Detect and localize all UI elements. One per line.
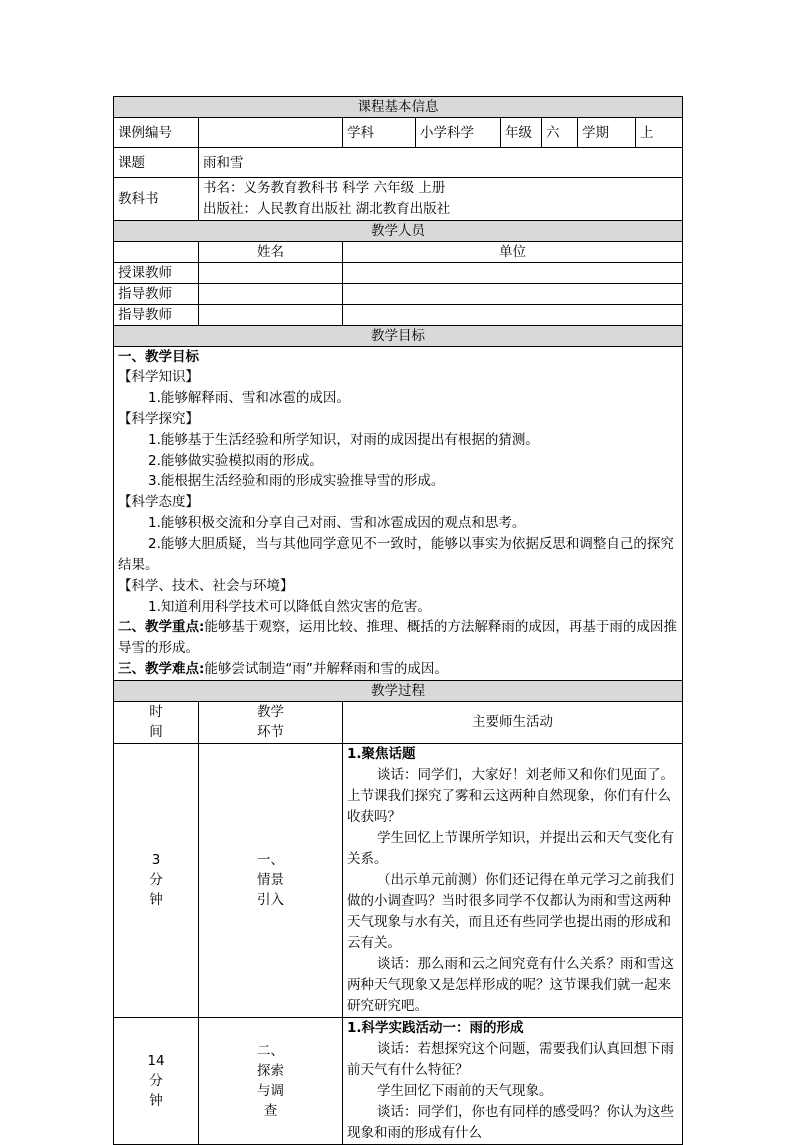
staff-row — [114, 304, 683, 325]
textbook-value — [199, 178, 683, 221]
staff-row — [114, 283, 683, 304]
activity-title: 1.科学实践活动一：雨的形成 — [347, 1019, 524, 1036]
knowledge-title: 【科学知识】 — [118, 369, 199, 386]
process-col-time: 时间 — [114, 701, 199, 743]
process-row — [114, 1017, 683, 1144]
process-stage: 二、探索与调查 — [199, 1017, 343, 1144]
staff-unit — [343, 304, 683, 325]
key-point — [118, 617, 678, 659]
textbook-publisher-line: 出版社：人民教育出版社 湖北教育出版社 — [203, 200, 451, 217]
process-col-stage: 教学环节 — [199, 701, 343, 743]
activity-paragraph: 谈话：同学们，大家好！刘老师又和你们见面了。上节课我们探究了雾和云这两种自然现象，你们有什么收获吗？ — [347, 766, 674, 825]
staff-role: 授课教师 — [114, 262, 199, 283]
staff-unit — [343, 283, 683, 304]
subject-label: 学科 — [343, 118, 416, 148]
topic-value: 雨和雪 — [199, 148, 683, 178]
sts-item: 1.知道利用科学技术可以降低自然灾害的危害。 — [148, 598, 431, 615]
knowledge-item: 1.能够解释雨、雪和冰雹的成因。 — [148, 390, 350, 407]
activity-paragraph: 谈话：同学们，你也有同样的感受吗？你认为这些现象和雨的形成有什么 — [347, 1103, 674, 1141]
grade-label: 年级 — [501, 118, 542, 148]
activity-paragraph: 学生回忆上节课所学知识，并提出云和天气变化有关系。 — [347, 829, 674, 867]
topic-label: 课题 — [114, 148, 199, 178]
activity-paragraph: 学生回忆下雨前的天气现象。 — [377, 1082, 553, 1099]
textbook-label: 教科书 — [114, 178, 199, 221]
sts-title: 【科学、技术、社会与环境】 — [118, 577, 294, 594]
activity-paragraph: （出示单元前测）你们还记得在单元学习之前我们做的小调查吗？当时很多同学不仅都认为雨和雪这两种天气现象与水有关，而且还有些同学也提出雨的形成和云有关。 — [347, 871, 674, 951]
staff-corner — [114, 241, 199, 262]
staff-name-header: 姓名 — [199, 241, 343, 262]
activity-paragraph: 谈话：若想探究这个问题，需要我们认真回想下雨前天气有什么特征？ — [347, 1040, 674, 1078]
objectives-body — [114, 346, 683, 680]
lesson-plan-table — [113, 96, 683, 1145]
staff-unit — [343, 262, 683, 283]
process-activity — [343, 743, 683, 1017]
process-time: 3分钟 — [114, 743, 199, 1017]
staff-role: 指导教师 — [114, 304, 199, 325]
staff-name — [199, 304, 343, 325]
objectives-header: 教学目标 — [114, 325, 683, 346]
staff-name — [199, 283, 343, 304]
activity-paragraph: 谈话：那么雨和云之间究竟有什么关系？雨和雪这两种天气现象又是怎样形成的呢？这节课我们就一起来研究研究吧。 — [347, 955, 674, 1014]
inquiry-item: 1.能够基于生活经验和所学知识，对雨的成因提出有根据的猜测。 — [148, 431, 539, 448]
inquiry-item: 2.能够做实验模拟雨的形成。 — [148, 452, 323, 469]
inquiry-title: 【科学探究】 — [118, 410, 199, 427]
key-point-text: 能够基于观察，运用比较、推理、概括的方法解释雨的成因，再基于雨的成因推导雪的形成。 — [118, 619, 677, 657]
process-time: 14分钟 — [114, 1017, 199, 1144]
case-no-label: 课例编号 — [114, 118, 199, 148]
difficulty-label: 三、教学难点: — [118, 660, 205, 677]
grade-value: 六 — [542, 118, 578, 148]
process-activity — [343, 1017, 683, 1144]
staff-name — [199, 262, 343, 283]
term-label: 学期 — [578, 118, 636, 148]
key-point-label: 二、教学重点: — [118, 619, 205, 636]
objectives-heading: 一、教学目标 — [118, 348, 199, 365]
subject-value: 小学科学 — [416, 118, 501, 148]
term-value: 上 — [636, 118, 683, 148]
attitude-title: 【科学态度】 — [118, 494, 199, 511]
textbook-title-line: 书名：义务教育教科书 科学 六年级 上册 — [203, 180, 446, 196]
difficulty — [118, 659, 678, 680]
process-row — [114, 743, 683, 1017]
difficulty-text: 能够尝试制造“雨”并解释雨和雪的成因。 — [204, 660, 448, 677]
attitude-item: 1.能够积极交流和分享自己对雨、雪和冰雹成因的观点和思考。 — [148, 514, 526, 531]
staff-role: 指导教师 — [114, 283, 199, 304]
staff-unit-header: 单位 — [343, 241, 683, 262]
inquiry-item: 3.能根据生活经验和雨的形成实验推导雪的形成。 — [148, 473, 445, 490]
basic-info-header: 课程基本信息 — [114, 97, 683, 118]
case-no-value — [199, 118, 343, 148]
process-stage: 一、情景引入 — [199, 743, 343, 1017]
staff-row — [114, 262, 683, 283]
process-header: 教学过程 — [114, 680, 683, 701]
attitude-item: 2.能够大胆质疑，当与其他同学意见不一致时，能够以事实为依据反思和调整自己的探究结果。 — [118, 535, 674, 573]
process-col-activity: 主要师生活动 — [343, 701, 683, 743]
activity-title: 1.聚焦话题 — [347, 745, 416, 762]
staff-header: 教学人员 — [114, 220, 683, 241]
